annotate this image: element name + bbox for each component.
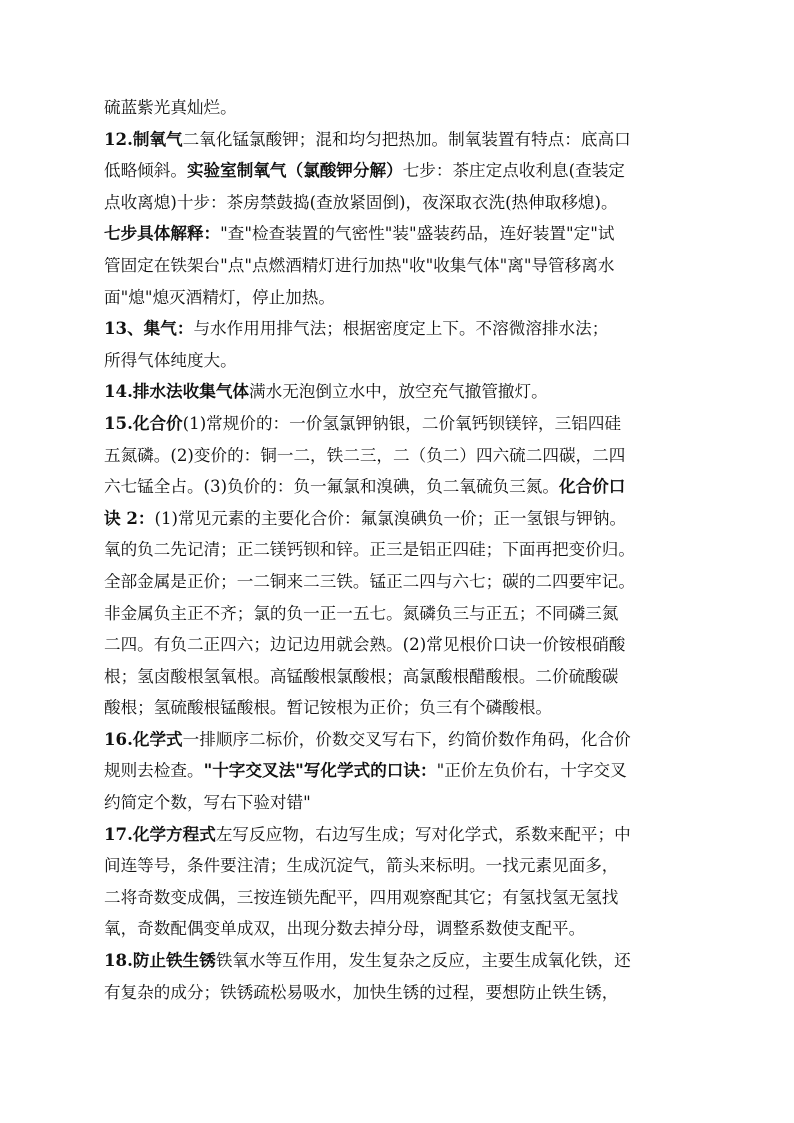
text-run: (1)常见元素的主要化合价：氟氯溴碘负一价；正一氢银与钾钠。 [154,508,627,528]
text-run: 点收离熄)十步：茶房禁鼓捣(查放紧固倒)，夜深取衣洗(热伸取移熄)。 [104,192,618,212]
text-line [104,187,690,219]
text-line [104,503,690,535]
bold-text-run: 12. [104,128,133,149]
text-line [104,598,690,630]
bold-text-run: 16.化学式 [104,728,183,749]
text-run: 二氧化锰氯酸钾；混和均匀把热加。制氧装置有特点：底高口 [182,129,631,149]
text-run: 氧，奇数配偶变单成双，出现分数去掉分母，调整系数使支配平。 [104,919,586,939]
text-line [104,692,690,724]
text-run: "正价左负价右，十字交叉 [436,761,627,781]
text-run: 管固定在铁架台"点"点燃酒精灯进行加热"收"收集气体"离"导管移离水 [104,255,615,275]
text-run: "查"检查装置的气密性"装"盛装药品，连好装置"定"试 [220,224,615,244]
text-line [104,440,690,472]
text-line [104,945,690,977]
text-run: 硫蓝紫光真灿烂。 [104,98,237,117]
text-line [104,124,690,156]
text-line [104,345,690,377]
bold-text-run: 诀 2： [104,507,155,528]
text-run: 一排顺序二标价，价数交叉写右下，约简价数作角码，化合价 [182,729,631,749]
text-line [104,913,690,945]
text-line [104,408,690,440]
bold-text-run: 七步具体解释： [104,223,221,244]
bold-text-run: 实验室制氧气（氯酸钾分解） [186,160,403,181]
text-run: 间连等号，条件要注清；生成沉淀气，箭头来标明。一找元素见面多， [104,856,619,876]
text-line [104,724,690,756]
text-line [104,977,690,1009]
text-line [104,755,690,787]
text-run: 非金属负主正不齐；氯的负一正一五七。氮磷负三与正五；不同磷三氮 [104,603,619,623]
bold-text-run: 化合价口 [558,476,626,497]
text-run: 所得气体纯度大。 [104,350,237,370]
text-line [104,850,690,882]
text-line [104,819,690,851]
text-run: 约简定个数，写右下验对错" [104,793,311,813]
text-run: 六七锰全占。(3)负价的：负一氟氯和溴碘，负二氧硫负三氮。 [104,477,559,497]
text-line [104,471,690,503]
text-line [104,534,690,566]
text-run: 酸根；氢硫酸根锰酸根。暂记铵根为正价；负三有个磷酸根。 [104,698,553,718]
text-line [104,282,690,314]
bold-text-run: 13、集气： [104,318,194,339]
text-run: (1)常规价的：一价氢氯钾钠银，二价氧钙钡镁锌，三铝四硅 [182,413,622,433]
text-line [104,250,690,282]
text-run: 七步：茶庄定点收利息(查装定 [402,161,625,181]
text-run: 二将奇数变成偶，三按连锁先配平，四用观察配其它；有氢找氢无氢找 [104,887,619,907]
text-run: 满水无泡倒立水中，放空充气撤管撤灯。 [249,382,548,402]
bold-text-run: 18.防止铁生锈 [104,950,216,971]
bold-text-run: 15.化合价 [104,412,183,433]
text-run: 左写反应物，右边写生成；写对化学式，系数来配平；中 [215,824,631,844]
text-run: 全部金属是正价；一二铜来二三铁。锰正二四与六七；碳的二四要牢记。 [104,571,635,591]
text-run: 低略倾斜。 [104,161,187,181]
text-run: 面"熄"熄灭酒精灯，停止加热。 [104,287,335,307]
text-line [104,376,690,408]
text-line [104,218,690,250]
text-run: 氧的负二先记清；正二镁钙钡和锌。正三是铝正四硅；下面再把变价归。 [104,540,635,560]
text-run: 有复杂的成分；铁锈疏松易吸水，加快生锈的过程，要想防止铁生锈， [104,982,619,1002]
text-line [104,155,690,187]
text-line [104,566,690,598]
text-run: 铁氧水等互作用，发生复杂之反应，主要生成氧化铁，还 [215,951,631,971]
document-body [104,92,690,1008]
text-line [104,787,690,819]
text-run: 五氮磷。(2)变价的：铜一二，铁二三，二（负二）四六硫二四碳，二四 [104,445,626,465]
text-line [104,629,690,661]
bold-text-run: "十字交叉法"写化学式的口诀： [203,760,437,781]
bold-text-run: 17.化学方程式 [104,823,216,844]
text-line [104,882,690,914]
text-run: 二四。有负二正四六；边记边用就会熟。(2)常见根价口诀一价铵根硝酸 [104,635,626,655]
text-run: 规则去检查。 [104,761,204,781]
text-line [104,92,690,124]
text-line [104,661,690,693]
text-run: 与水作用用排气法；根据密度定上下。不溶微溶排水法； [193,319,609,339]
text-line [104,313,690,345]
bold-text-run: 制氧气 [132,128,183,149]
bold-text-run: 14.排水法收集气体 [104,381,250,402]
text-run: 根；氢卤酸根氢氧根。高锰酸根氯酸根；高氯酸根醋酸根。二价硫酸碳 [104,666,619,686]
